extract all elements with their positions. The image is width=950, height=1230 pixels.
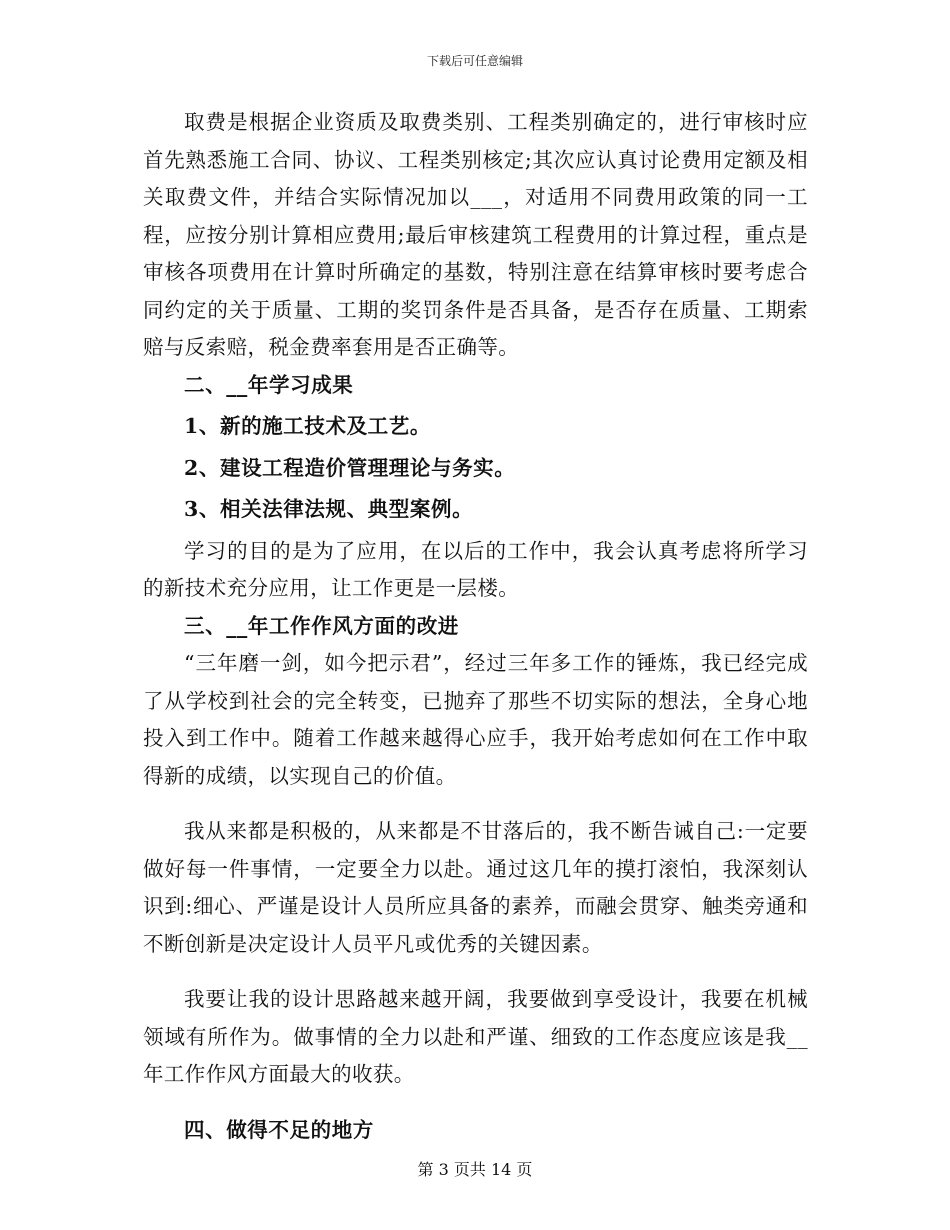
paragraph-fee-review: 取费是根据企业资质及取费类别、工程类别确定的，进行审核时应首先熟悉施工合同、协议、工程类别核定;其次应认真讨论费用定额及相关取费文件，并结合实际情况加以___，对适用不同费用政策的同一工程，应按分别计算相应费用;最后审核建筑工程费用的计算过程，重点是审核各项费用在计算时所确定的基数，特别注意在结算审核时要考虑合同约定的关于质量、工期的奖罚条件是否具备，是否存在质量、工期索赔与反索赔，税金费率套用是否正确等。 (143, 110, 808, 359)
document-body (143, 104, 808, 1149)
section-heading-learning: 二、__年学习成果 (184, 372, 354, 397)
section-heading-work-style: 三、__年工作作风方面的改进 (184, 613, 459, 638)
section-heading-shortcomings: 四、做得不足的地方 (184, 1117, 374, 1142)
list-item-cost-theory: 2、建设工程造价管理理论与务实。 (184, 455, 516, 480)
page-header: 下载后可任意编辑 (426, 54, 523, 68)
paragraph-design-goals: 我要让我的设计思路越来越开阔，我要做到享受设计，我要在机械领域有所作为。做事情的全力以赴和严谨、细致的工作态度应该是我__年工作作风方面最大的收获。 (143, 987, 808, 1086)
paragraph-study-purpose: 学习的目的是为了应用，在以后的工作中，我会认真考虑将所学习的新技术充分应用，让工作更是一层楼。 (143, 538, 808, 600)
paragraph-three-years: “三年磨一剑，如今把示君”，经过三年多工作的锤炼，我已经完成了从学校到社会的完全转变，已抛弃了那些不切实际的想法，全身心地投入到工作中。随着工作越来越得心应手，我开始考虑如何在工作中取得新的成绩，以实现自己的价值。 (143, 651, 808, 788)
paragraph-proactive: 我从来都是积极的，从来都是不甘落后的，我不断告诫自己:一定要做好每一件事情，一定要全力以赴。通过这几年的摸打滚怕，我深刻认识到:细心、严谨是设计人员所应具备的素养，而融会贯穿、触类旁通和不断创新是决定设计人员平凡或优秀的关键因素。 (143, 819, 808, 956)
list-item-techniques: 1、新的施工技术及工艺。 (184, 414, 431, 438)
list-item-laws: 3、相关法律法规、典型案例。 (184, 497, 474, 521)
page-number-footer: 第 3 页共 14 页 (417, 1160, 533, 1179)
